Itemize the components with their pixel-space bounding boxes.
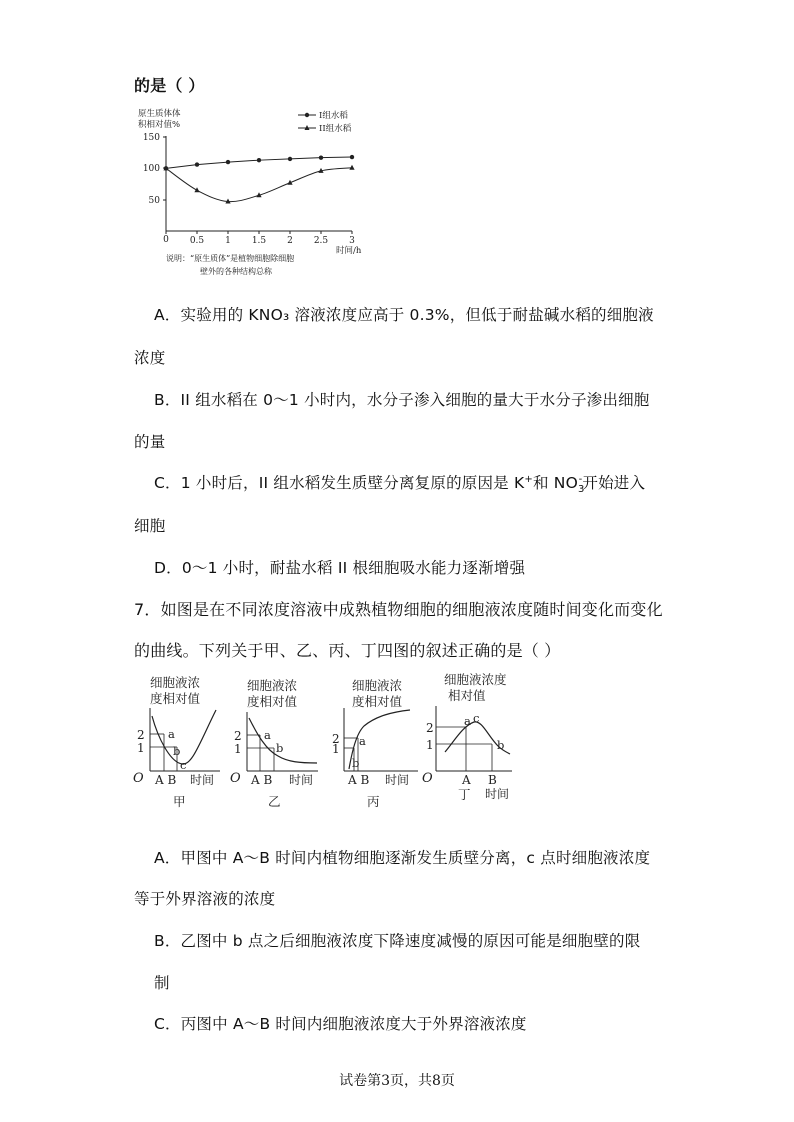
data-point-group1 — [226, 160, 230, 164]
option-c-text: C．1 小时后，II 组水稻发生质壁分离复原的原因是 K — [154, 474, 525, 492]
panel-bing-tick-2: 2 — [332, 732, 340, 746]
q7-option-a-line1: A．甲图中 A～B 时间内植物细胞逐渐发生质壁分离，c 点时细胞液浓度 — [154, 849, 651, 867]
panel-jia — [133, 675, 220, 809]
panel-jia-point-a: a — [168, 727, 175, 741]
panel-jia-point-b: b — [173, 744, 181, 758]
panel-bing-ylabel-1: 细胞液浓 — [352, 678, 403, 693]
x-tick-label: 1.5 — [251, 236, 267, 246]
panel-ding-tick-2: 2 — [426, 721, 434, 735]
figure-note-line2: 壁外的各种结构总称 — [200, 267, 272, 276]
potassium-charge: + — [524, 473, 533, 485]
panel-ding-tick-1: 1 — [426, 738, 434, 752]
q7-option-b-line2: 制 — [154, 974, 170, 992]
question-7-line2: 的曲线。下列关于甲、乙、丙、丁四图的叙述正确的是（ ） — [134, 641, 561, 660]
panel-bing-point-b: b — [352, 756, 360, 770]
nitrate-subscript: 3 — [578, 484, 585, 496]
x-tick-label: 0.5 — [189, 236, 205, 246]
panel-ding-ylabel-2: 相对值 — [448, 688, 486, 703]
y-tick-0: 0 — [163, 235, 169, 245]
option-c-line2: 细胞 — [134, 517, 166, 535]
panel-ding-name: 丁 — [458, 787, 471, 802]
q7-option-b-line1: B．乙图中 b 点之后细胞液浓度下降速度减慢的原因可能是细胞壁的限 — [154, 932, 641, 950]
panel-ding-xlabel: 时间 — [485, 787, 510, 801]
option-b-line2: 的量 — [134, 433, 166, 451]
y-tick-50: 50 — [148, 196, 160, 206]
panel-ding-point-a: a — [464, 714, 471, 728]
question-7-line1: 7．如图是在不同浓度溶液中成熟植物细胞的细胞液浓度随时间变化而变化 — [134, 600, 663, 619]
option-a-line1: A．实验用的 KNO₃ 溶液浓度应高于 0.3%，但低于耐盐碱水稻的细胞液 — [154, 306, 654, 324]
option-a-line2: 浓度 — [134, 349, 166, 367]
panel-bing-point-a: a — [359, 734, 366, 748]
panel-jia-ylabel-2: 度相对值 — [150, 691, 201, 706]
panel-yi-point-a: a — [264, 728, 271, 742]
panel-yi — [230, 678, 318, 809]
option-c-line1 — [154, 471, 645, 495]
data-point-group1 — [319, 155, 323, 159]
panel-ding-b: B — [488, 773, 497, 787]
panel-jia-xlabel: 时间 — [190, 773, 215, 787]
panel-jia-name: 甲 — [173, 794, 186, 809]
panel-ding-origin: O — [422, 771, 433, 786]
cell-sap-concentration-panels — [130, 672, 530, 817]
panel-jia-origin: O — [133, 771, 144, 786]
y-tick-150: 150 — [142, 133, 160, 143]
option-c-text-mid: 和 NO — [532, 474, 578, 492]
legend-marker-circle — [305, 113, 309, 117]
data-point-group1 — [288, 157, 292, 161]
panel-jia-tick-2: 2 — [137, 728, 145, 742]
panel-bing — [332, 678, 418, 809]
panel-yi-tick-2: 2 — [234, 729, 242, 743]
x-axis-label: 时间/h — [336, 246, 362, 256]
x-tick-label: 1 — [225, 236, 231, 246]
panel-jia-point-c: c — [180, 758, 187, 772]
panel-bing-ab: A B — [348, 773, 370, 787]
x-tick-label: 2 — [287, 236, 293, 246]
panel-ding-a: A — [462, 773, 471, 787]
panel-ding — [422, 672, 512, 802]
x-tick-label: 2.5 — [313, 236, 329, 246]
panel-jia-ab: A B — [155, 773, 177, 787]
panel-ding-point-c: c — [473, 711, 480, 725]
q7-option-a-line2: 等于外界溶液的浓度 — [134, 890, 276, 908]
option-c-text-post: 开始进入 — [582, 474, 646, 492]
option-b-line1: B．II 组水稻在 0～1 小时内，水分子渗入细胞的量大于水分子渗出细胞 — [154, 391, 650, 409]
y-axis-label-line2: 积相对值% — [138, 120, 181, 130]
panel-bing-xlabel: 时间 — [385, 773, 410, 787]
data-point-group1 — [257, 158, 261, 162]
panel-yi-ylabel-2: 度相对值 — [247, 694, 298, 709]
data-point-group1 — [350, 155, 354, 159]
legend-label-group1: I组水稻 — [319, 111, 348, 121]
figure-note-line1: 说明：“原生质体”是植物细胞除细胞 — [166, 254, 295, 263]
panel-yi-ab: A B — [251, 773, 273, 787]
panel-bing-ylabel-2: 度相对值 — [352, 694, 403, 709]
panel-ding-point-b: b — [497, 738, 505, 752]
panel-ding-ylabel-1: 细胞液浓度 — [444, 672, 507, 687]
nitrate-charge: - — [578, 473, 583, 485]
question-stem-tail: 的是（ ） — [134, 76, 205, 95]
panel-jia-tick-1: 1 — [137, 741, 145, 755]
panel-yi-ylabel-1: 细胞液浓 — [247, 678, 298, 693]
panel-yi-point-b: b — [276, 741, 284, 755]
panel-jia-ylabel-1: 细胞液浓 — [150, 675, 201, 690]
panel-jia-curve — [152, 710, 216, 764]
page-footer: 试卷第3页，共8页 — [339, 1073, 455, 1089]
x-tick-label: 3 — [349, 236, 355, 246]
legend-label-group2: II组水稻 — [319, 124, 352, 134]
data-point-group1 — [195, 162, 199, 166]
panel-bing-tick-1: 1 — [332, 742, 340, 756]
panel-yi-tick-1: 1 — [234, 742, 242, 756]
y-axis-label-line1: 原生质体体 — [138, 109, 181, 119]
panel-yi-name: 乙 — [268, 794, 281, 809]
panel-yi-xlabel: 时间 — [289, 773, 314, 787]
q7-option-c-line1: C．丙图中 A～B 时间内细胞液浓度大于外界溶液浓度 — [154, 1015, 527, 1033]
panel-bing-name: 丙 — [367, 794, 380, 809]
y-tick-100: 100 — [142, 164, 160, 174]
plasmolysis-line-chart — [130, 100, 370, 285]
option-d-line1: D．0～1 小时，耐盐水稻 II 根细胞吸水能力逐渐增强 — [154, 559, 526, 577]
data-point-group2 — [349, 165, 354, 170]
panel-yi-origin: O — [230, 771, 241, 786]
